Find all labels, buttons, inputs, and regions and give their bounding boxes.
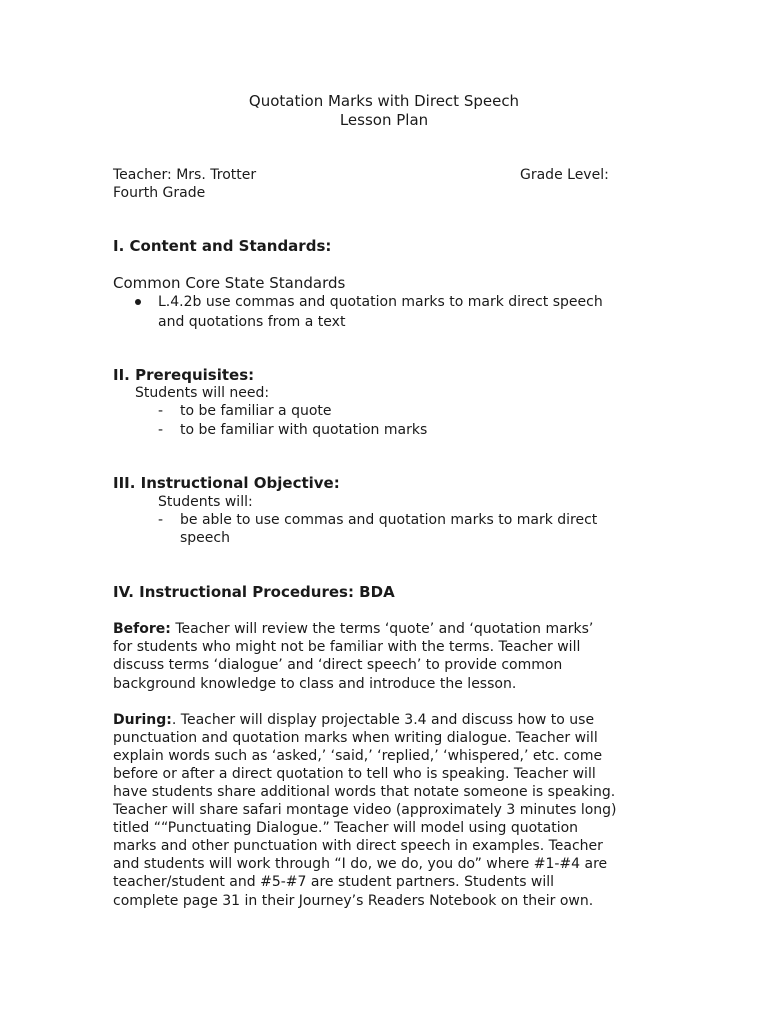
during-paragraph-line: have students share additional words that notate someone is speaking. [113, 784, 616, 800]
section-4-heading: IV. Instructional Procedures: BDA [113, 583, 395, 601]
prerequisite-item: to be familiar a quote [180, 403, 332, 419]
teacher-label: Teacher: Mrs. Trotter [113, 167, 257, 183]
dash-marker: - [158, 403, 164, 419]
during-paragraph-line: and students will work through “I do, we do, you do” where #1-#4 are [113, 856, 608, 872]
before-paragraph-line: background knowledge to class and introduce the lesson. [113, 676, 517, 692]
before-paragraph-line [113, 620, 593, 638]
objective-intro: Students will: [158, 494, 253, 510]
section-3-heading: III. Instructional Objective: [113, 474, 340, 492]
bullet-icon [135, 299, 141, 305]
objective-item-line2: speech [180, 530, 230, 546]
document-title: Quotation Marks with Direct Speech [248, 92, 520, 110]
dash-marker: - [158, 512, 164, 528]
prerequisites-intro: Students will need: [135, 385, 270, 401]
grade-level-label: Grade Level: [520, 167, 609, 183]
before-label: Before: [113, 621, 171, 637]
section-2-heading: II. Prerequisites: [113, 366, 255, 384]
section-1-heading: I. Content and Standards: [113, 237, 332, 255]
during-text: . Teacher will display projectable 3.4 and discuss how to use [171, 712, 595, 728]
during-paragraph-line: titled ““Punctuating Dialogue.” Teacher will model using quotation [113, 820, 579, 836]
grade-level-value: Fourth Grade [113, 185, 206, 201]
during-paragraph-line: teacher/student and #5-#7 are student partners. Students will [113, 874, 555, 890]
standard-item-line2: and quotations from a text [158, 314, 346, 330]
during-paragraph-line: punctuation and quotation marks when writing dialogue. Teacher will [113, 730, 598, 746]
prerequisite-item: to be familiar with quotation marks [180, 422, 428, 438]
during-paragraph-line [113, 711, 594, 729]
before-paragraph-line: discuss terms ‘dialogue’ and ‘direct speech’ to provide common [113, 657, 563, 673]
before-paragraph-line: for students who might not be familiar with the terms. Teacher will [113, 639, 581, 655]
during-paragraph-line: explain words such as ‘asked,’ ‘said,’ ‘replied,’ ‘whispered,’ etc. come [113, 748, 603, 764]
during-paragraph-line: before or after a direct quotation to tell who is speaking. Teacher will [113, 766, 596, 782]
document-subtitle: Lesson Plan [339, 111, 429, 129]
before-text: Teacher will review the terms ‘quote’ and ‘quotation marks’ [170, 621, 594, 637]
during-paragraph-line: Teacher will share safari montage video (approximately 3 minutes long) [113, 802, 617, 818]
standard-item-line1: L.4.2b use commas and quotation marks to mark direct speech [158, 294, 603, 310]
during-paragraph-line: marks and other punctuation with direct speech in examples. Teacher [113, 838, 603, 854]
during-paragraph-line: complete page 31 in their Journey’s Readers Notebook on their own. [113, 893, 594, 909]
objective-item-line1: be able to use commas and quotation marks to mark direct [180, 512, 598, 528]
during-label: During: [113, 712, 172, 728]
standards-subheading: Common Core State Standards [113, 274, 346, 292]
dash-marker: - [158, 422, 164, 438]
